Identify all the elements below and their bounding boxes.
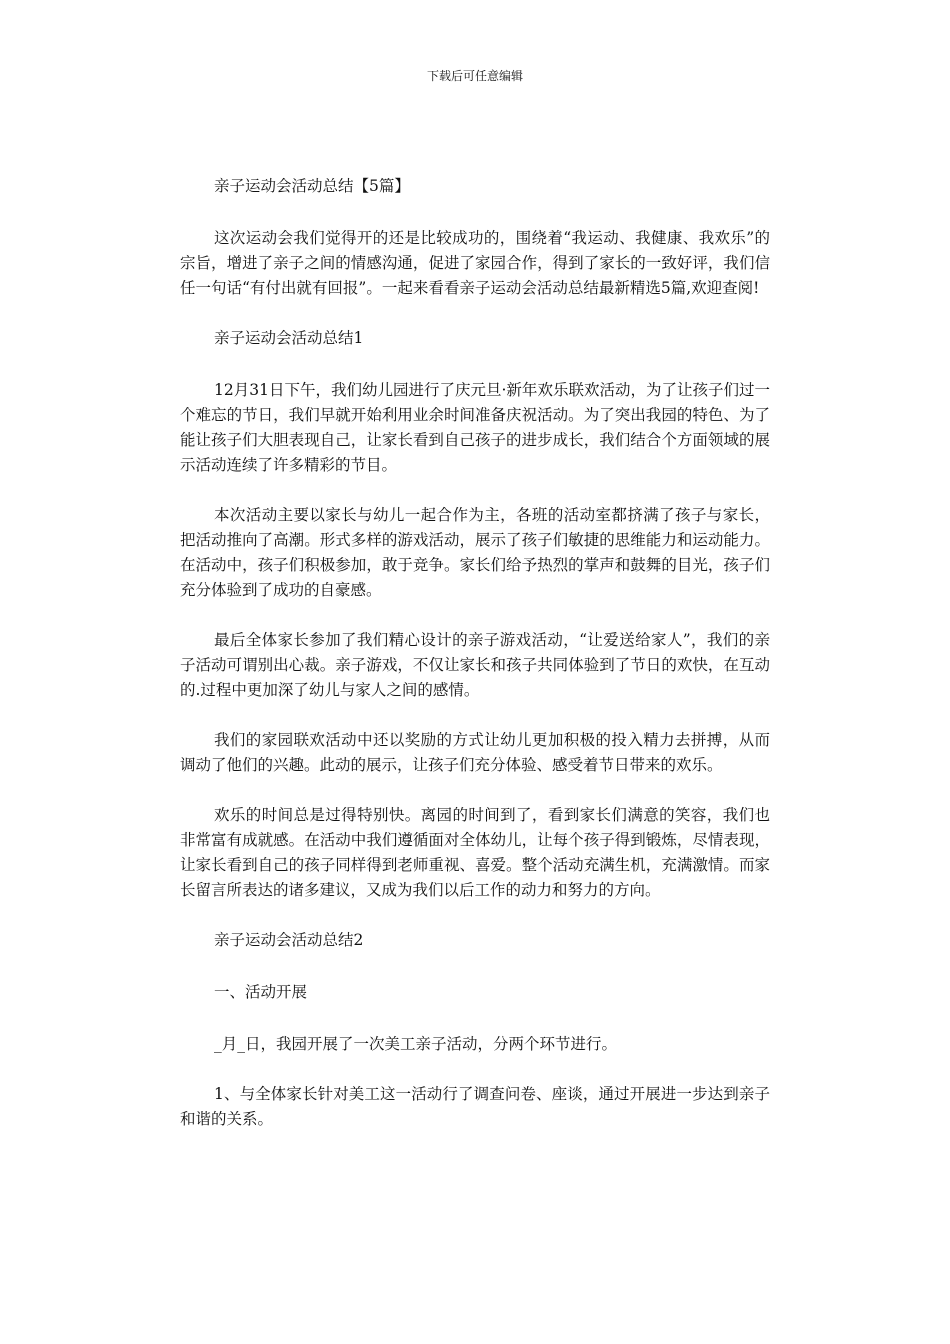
section-2-subtitle: 一、活动开展 <box>214 983 308 1001</box>
section-2-title: 亲子运动会活动总结2 <box>214 931 364 949</box>
section-1-paragraph: 欢乐的时间总是过得特别快。离园的时间到了，看到家长们满意的笑容，我们也非常富有成就感。在活动中我们遵循面对全体幼儿，让每个孩子得到锻炼，尽情表现，让家长看到自己的孩子同样得到老师重视、喜爱。整个活动充满生机，充满激情。而家长留言所表达的诸多建议，又成为我们以后工作的动力和努力的方向。 <box>180 806 770 899</box>
section-1-paragraph: 我们的家园联欢活动中还以奖励的方式让幼儿更加积极的投入精力去拼搏，从而调动了他们的兴趣。此动的展示，让孩子们充分体验、感受着节日带来的欢乐。 <box>180 731 770 774</box>
document-title: 亲子运动会活动总结【5篇】 <box>214 177 410 195</box>
section-1-paragraph: 12月31日下午，我们幼儿园进行了庆元旦·新年欢乐联欢活动，为了让孩子们过一个难忘的节日，我们早就开始利用业余时间准备庆祝活动。为了突出我园的特色、为了能让孩子们大胆表现自己，让家长看到自己孩子的进步成长，我们结合个方面领域的展示活动连续了许多精彩的节目。 <box>180 381 770 474</box>
section-2-paragraph: 1、与全体家长针对美工这一活动行了调查问卷、座谈，通过开展进一步达到亲子和谐的关系。 <box>180 1085 770 1128</box>
section-1-paragraph: 本次活动主要以家长与幼儿一起合作为主，各班的活动室都挤满了孩子与家长，把活动推向了高潮。形式多样的游戏活动，展示了孩子们敏捷的思维能力和运动能力。在活动中，孩子们积极参加，敢于竞争。家长们给予热烈的掌声和鼓舞的目光，孩子们充分体验到了成功的自豪感。 <box>180 506 770 599</box>
document-body <box>180 174 770 1157</box>
section-1-title: 亲子运动会活动总结1 <box>214 329 364 347</box>
section-2-paragraph: _月_日，我园开展了一次美工亲子活动，分两个环节进行。 <box>214 1035 618 1053</box>
intro-paragraph: 这次运动会我们觉得开的还是比较成功的，围绕着“我运动、我健康、我欢乐”的宗旨，增进了亲子之间的情感沟通，促进了家园合作，得到了家长的一致好评，我们信任一句话“有付出就有回报”。一起来看看亲子运动会活动总结最新精选5篇,欢迎查阅! <box>180 229 770 297</box>
section-1-paragraph: 最后全体家长参加了我们精心设计的亲子游戏活动，“让爱送给家人”，我们的亲子活动可谓别出心裁。亲子游戏，不仅让家长和孩子共同体验到了节日的欢快，在互动的.过程中更加深了幼儿与家人之间的感情。 <box>180 631 770 699</box>
page-header-note: 下载后可任意编辑 <box>426 69 523 83</box>
